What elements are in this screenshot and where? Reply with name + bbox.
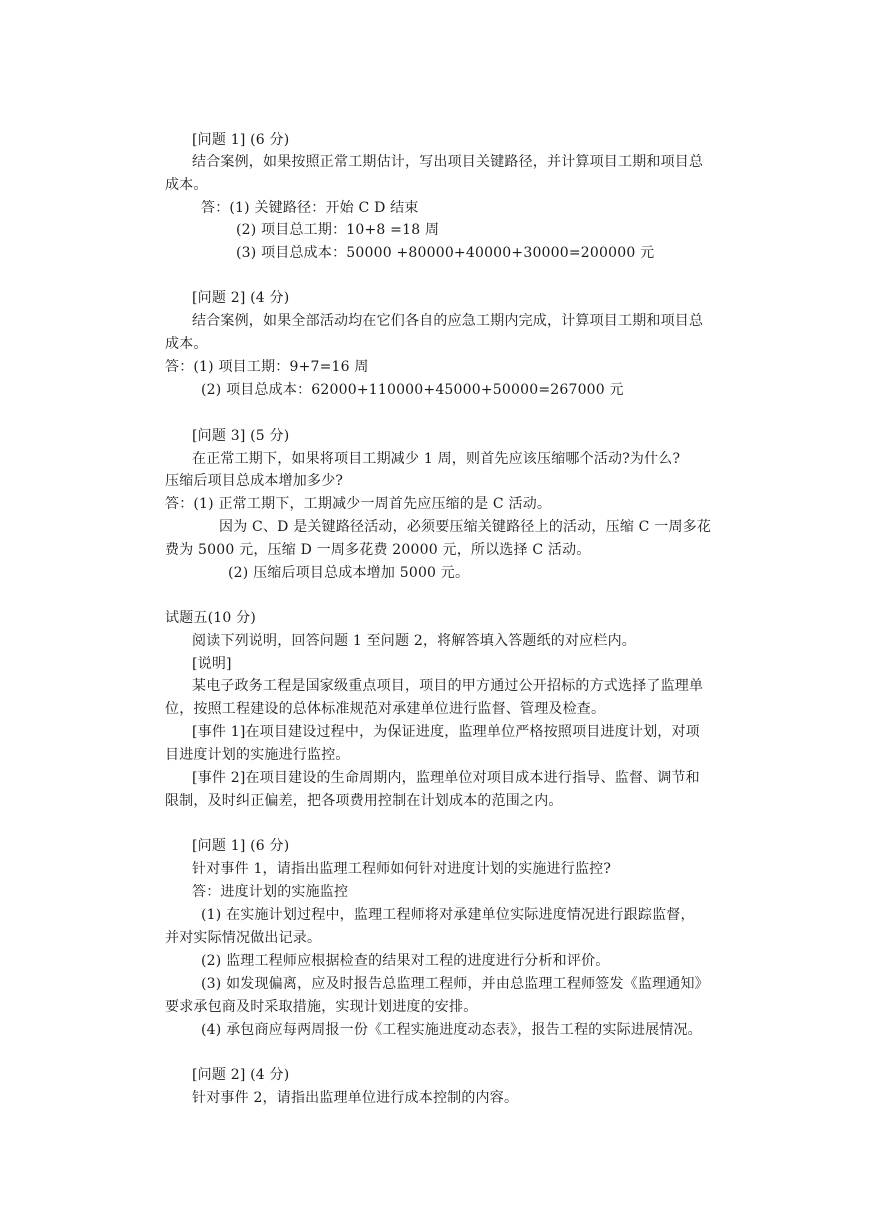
q3-answer-line: (2) 压缩后项目总成本增加 5000 元。 <box>228 565 470 581</box>
q1-answer-line: (3) 项目总成本：50000 +80000+40000+30000=200000 元 <box>236 245 655 261</box>
q5-1-answer-line: (2) 监理工程师应根据检查的结果对工程的进度进行分析和评价。 <box>201 953 610 969</box>
description-heading: [说明] <box>192 656 232 672</box>
q5-1-answer-line: (1) 在实施计划过程中，监理工程师将对承建单位实际进度情况进行跟踪监督， <box>201 907 695 923</box>
q2-text-line: 结合案例，如果全部活动均在它们各自的应急工期内完成，计算项目工期和项目总 <box>192 313 704 329</box>
q5-2-text-line: 针对事件 2，请指出监理单位进行成本控制的内容。 <box>192 1090 519 1106</box>
event-2-line: [事件 2]在项目建设的生命周期内，监理单位对项目成本进行指导、监督、调节和 <box>192 770 700 786</box>
q1-text-line: 成本。 <box>165 177 208 193</box>
event-1-line: [事件 1]在项目建设过程中，为保证进度，监理单位严格按照项目进度计划，对项 <box>192 724 700 740</box>
q1-heading: [问题 1] (6 分) <box>192 132 290 148</box>
q5-2-heading: [问题 2] (4 分) <box>192 1067 290 1083</box>
q2-answer-line: (2) 项目总成本：62000+110000+45000+50000=267000 元 <box>201 382 624 398</box>
q3-answer-line: 因为 C、D 是关键路径活动，必须要压缩关键路径上的活动，压缩 C 一周多花 <box>219 519 712 535</box>
q3-heading: [问题 3] (5 分) <box>192 428 290 444</box>
q5-1-answer-line: (3) 如发现偏离，应及时报告总监理工程师，并由总监理工程师签发《监理通知》 <box>201 976 709 992</box>
section-title: 试题五(10 分) <box>165 610 256 626</box>
description-line: 位，按照工程建设的总体标准规范对承建单位进行监督、管理及检查。 <box>165 701 606 717</box>
q2-answer-line: 答：(1) 项目工期：9+7=16 周 <box>165 359 369 375</box>
q5-1-answer-line: (4) 承包商应每两周报一份《工程实施进度动态表》，报告工程的实际进展情况。 <box>201 1022 702 1038</box>
q5-1-answer-line: 并对实际情况做出记录。 <box>165 930 322 946</box>
q1-answer-line: (2) 项目总工期：10+8 =18 周 <box>236 222 440 238</box>
event-2-line: 限制，及时纠正偏差，把各项费用控制在计划成本的范围之内。 <box>165 793 563 809</box>
event-1-line: 目进度计划的实施进行监控。 <box>165 747 350 763</box>
q2-heading: [问题 2] (4 分) <box>192 290 290 306</box>
q3-answer-line: 费为 5000 元，压缩 D 一周多花费 20000 元，所以选择 C 活动。 <box>165 542 591 558</box>
q3-text-line: 压缩后项目总成本增加多少? <box>165 473 344 489</box>
q5-1-heading: [问题 1] (6 分) <box>192 838 290 854</box>
q1-answer-line: 答：(1) 关键路径：开始 C D 结束 <box>201 200 419 216</box>
q2-text-line: 成本。 <box>165 336 208 352</box>
q5-1-answer-line: 要求承包商及时采取措施，实现计划进度的安排。 <box>165 999 478 1015</box>
q5-1-text-line: 针对事件 1，请指出监理工程师如何针对进度计划的实施进行监控? <box>192 861 612 877</box>
q1-text-line: 结合案例，如果按照正常工期估计，写出项目关键路径，并计算项目工期和项目总 <box>192 154 704 170</box>
instruction-text: 阅读下列说明，回答问题 1 至问题 2，将解答填入答题纸的对应栏内。 <box>192 633 636 649</box>
q3-text-line: 在正常工期下，如果将项目工期减少 1 周，则首先应该压缩哪个活动?为什么? <box>192 451 681 467</box>
q5-1-answer-line: 答：进度计划的实施监控 <box>192 884 349 900</box>
description-line: 某电子政务工程是国家级重点项目，项目的甲方通过公开招标的方式选择了监理单 <box>192 678 704 694</box>
q3-answer-line: 答：(1) 正常工期下，工期减少一周首先应压缩的是 C 活动。 <box>165 496 552 512</box>
